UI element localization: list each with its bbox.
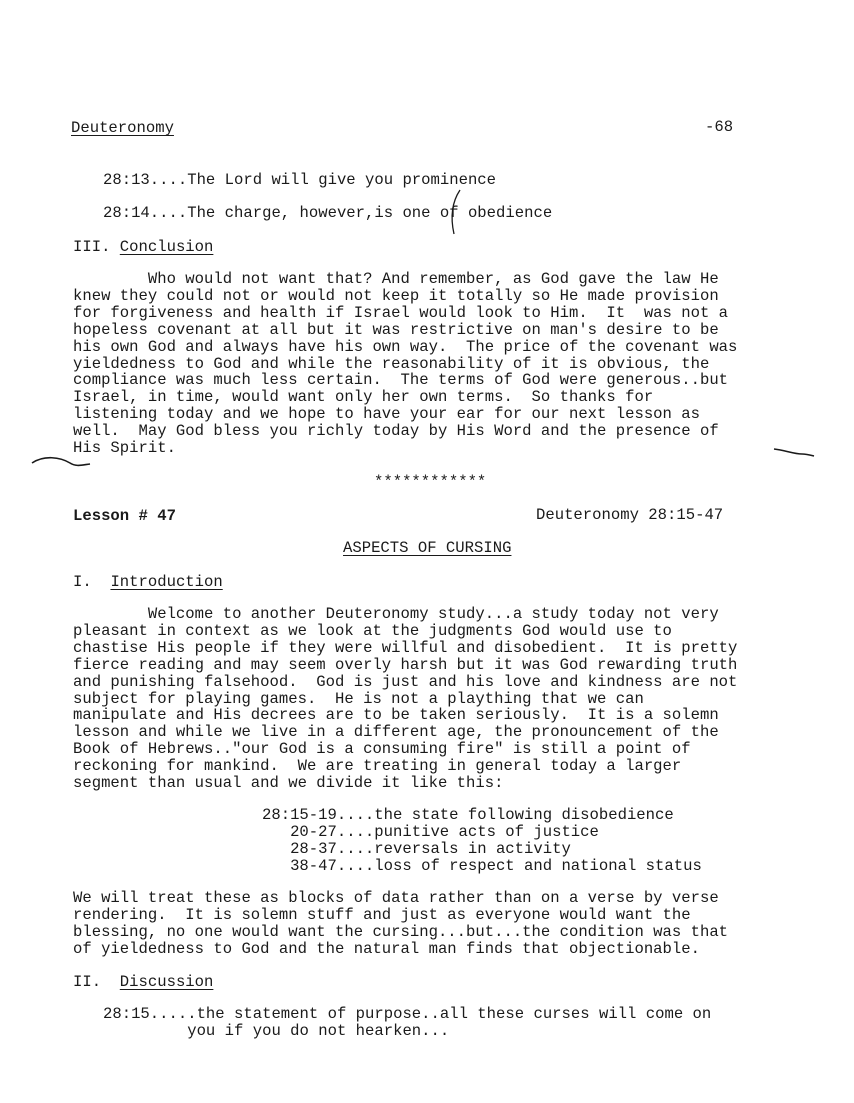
discussion-numeral: II. bbox=[73, 973, 102, 991]
outline-item: 38-47....loss of respect and national status bbox=[262, 856, 702, 875]
text-line: subject for playing games. He is not a plaything that we can bbox=[73, 689, 644, 708]
text-line: listening today and we hope to have your ear for our next lesson as bbox=[73, 405, 700, 424]
discussion-title: Discussion bbox=[119, 973, 214, 991]
text-line: pleasant in context as we look at the judgments God would use to bbox=[73, 621, 672, 640]
text-line: chastise His people if they were willful and disobedient. It is pretty bbox=[73, 638, 738, 657]
text-line: Israel, in time, would want only her own terms. So thanks for bbox=[73, 388, 654, 407]
introduction-paragraph bbox=[73, 606, 803, 792]
text-line: segment than usual and we divide it like this: bbox=[73, 774, 504, 793]
handwritten-end-mark-left bbox=[30, 449, 92, 471]
text-line: of yieldedness to God and the natural man finds that objectionable. bbox=[73, 939, 700, 958]
text-line: knew they could not or would not keep it totally so He made provision bbox=[73, 286, 719, 305]
text-line: Book of Hebrews.."our God is a consuming fire" is still a point of bbox=[73, 740, 691, 759]
lesson-number: Lesson # 47 bbox=[73, 507, 176, 525]
text-line: for forgiveness and health if Israel would look to Him. It was not a bbox=[73, 303, 729, 322]
conclusion-paragraph bbox=[73, 271, 803, 457]
text-line: 28:15.....the statement of purpose..all these curses will come on bbox=[103, 1005, 712, 1023]
text-line: manipulate and His decrees are to be taken seriously. It is a solemn bbox=[73, 706, 719, 725]
introduction-numeral: I. bbox=[73, 573, 92, 591]
outline-list bbox=[262, 807, 762, 875]
text-line: compliance was much less certain. The terms of God were generous..but bbox=[73, 371, 729, 390]
lesson-reference: Deuteronomy 28:15-47 bbox=[536, 506, 724, 524]
text-line: well. May God bless you richly today by His Word and the presence of bbox=[73, 422, 719, 441]
conclusion-heading bbox=[73, 238, 213, 256]
section-separator: ************ bbox=[374, 473, 487, 491]
page-number: -68 bbox=[705, 118, 734, 136]
text-line: reckoning for mankind. We are treating in general today a larger bbox=[73, 757, 682, 776]
text-line: His Spirit. bbox=[73, 439, 176, 458]
text-line: Welcome to another Deuteronomy study...a study today not very bbox=[73, 605, 719, 623]
introduction-heading bbox=[73, 573, 223, 591]
summary-paragraph bbox=[73, 890, 803, 958]
text-line: you if you do not hearken... bbox=[103, 1021, 450, 1040]
text-line: rendering. It is solemn stuff and just as everyone would want the bbox=[73, 905, 691, 924]
discussion-verse bbox=[103, 1006, 803, 1040]
text-line: hopeless covenant at all but it was restrictive on man's desire to be bbox=[73, 320, 719, 339]
conclusion-title: Conclusion bbox=[119, 238, 214, 256]
outline-item: 28:15-19....the state following disobedience bbox=[262, 806, 674, 824]
text-line: We will treat these as blocks of data rather than on a verse by verse bbox=[73, 889, 719, 907]
text-line: lesson and while we live in a different age, the pronouncement of the bbox=[73, 723, 719, 742]
verse-28-13: 28:13....The Lord will give you prominence bbox=[103, 171, 497, 189]
outline-item: 28-37....reversals in activity bbox=[262, 839, 571, 858]
outline-item: 20-27....punitive acts of justice bbox=[262, 822, 599, 841]
text-line: his own God and always have his own way. The price of the covenant was bbox=[73, 337, 738, 356]
handwritten-end-mark-right bbox=[772, 444, 816, 460]
text-line: fierce reading and may seem overly harsh but it was God rewarding truth bbox=[73, 655, 738, 674]
text-line: Who would not want that? And remember, as God gave the law He bbox=[73, 270, 719, 288]
discussion-heading bbox=[73, 973, 213, 991]
header-book-title: Deuteronomy bbox=[71, 119, 174, 137]
conclusion-numeral: III. bbox=[73, 238, 111, 256]
text-line: blessing, no one would want the cursing...but...the condition was that bbox=[73, 922, 729, 941]
handwritten-insertion-mark bbox=[446, 188, 466, 236]
text-line: yieldedness to God and while the reasonability of it is obvious, the bbox=[73, 354, 710, 373]
introduction-title: Introduction bbox=[110, 573, 223, 591]
verse-28-14: 28:14....The charge, however,is one of obedience bbox=[103, 204, 553, 222]
text-line: and punishing falsehood. God is just and his love and kindness are not bbox=[73, 672, 738, 691]
lesson-title: ASPECTS OF CURSING bbox=[343, 539, 512, 557]
